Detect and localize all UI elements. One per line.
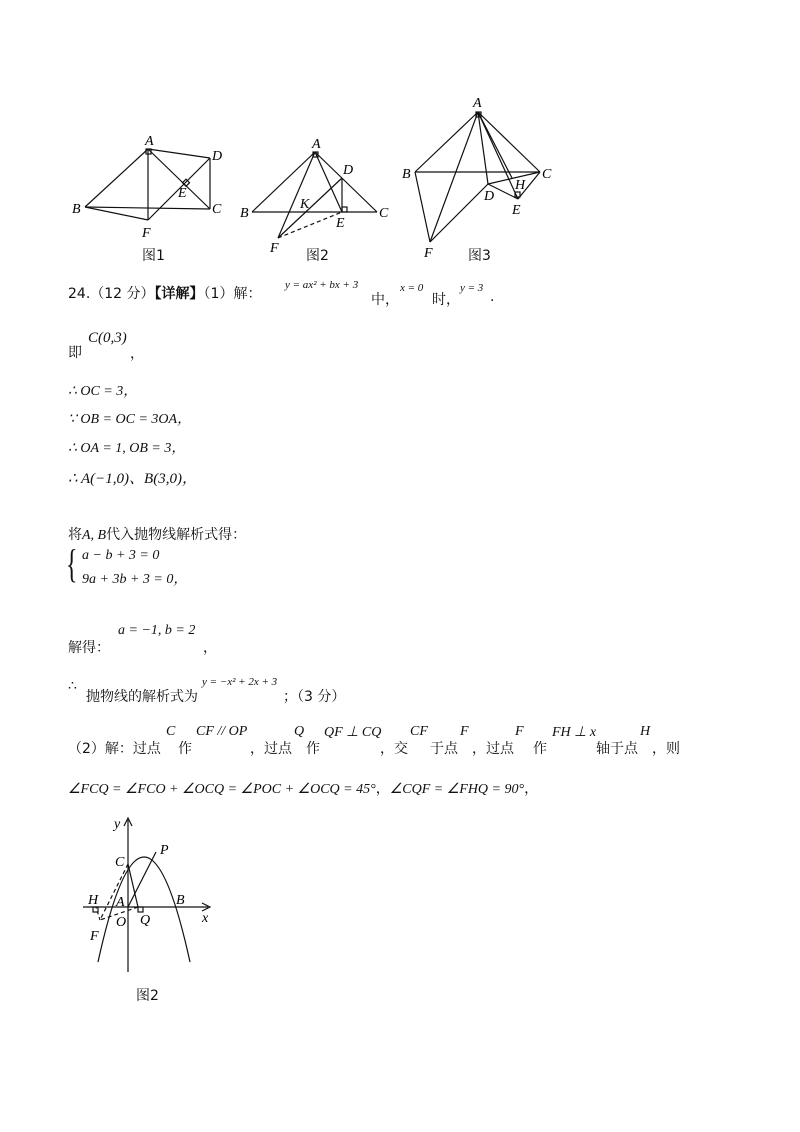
graph-right-angle-Q xyxy=(138,907,143,912)
fig1-label-B: B xyxy=(72,202,81,217)
fig1-line-BA xyxy=(85,149,148,207)
q24-analytic-text: 抛物线的解析式为 xyxy=(86,689,198,705)
q24-p2-fh: FH ⊥ x xyxy=(552,725,597,740)
fig3-line-AC xyxy=(478,112,540,172)
graph-label-x: x xyxy=(202,911,209,926)
fig3-line-AF xyxy=(430,112,478,242)
fig3-label-B: B xyxy=(402,167,411,182)
fig2-label-C: C xyxy=(379,206,389,221)
fig2-label-E: E xyxy=(336,216,345,231)
q24-angles-end: ， xyxy=(524,781,539,797)
fig3-label-D: D xyxy=(484,189,495,204)
fig2-label-D: D xyxy=(343,163,354,178)
fig3-label-E: E xyxy=(512,203,521,218)
q24-ji-text: 即 xyxy=(68,345,82,361)
q24-p2-h: 作 xyxy=(533,741,547,757)
fig2-line-FD xyxy=(278,178,342,238)
figure-2 xyxy=(232,130,402,255)
graph-label-P: P xyxy=(160,843,169,858)
fig1-label-D: D xyxy=(212,149,223,164)
fig1-label-E: E xyxy=(178,186,187,201)
graph-label-B: B xyxy=(176,893,185,908)
fig3-label-A: A xyxy=(473,96,482,111)
fig3-line-BF xyxy=(415,172,430,242)
q24-p2-CF: CF xyxy=(410,724,428,739)
fig1-line-BF xyxy=(85,207,148,220)
fig3-label-C: C xyxy=(542,167,552,182)
fig2-right-angle-E xyxy=(342,207,347,212)
q24-line-ob: ∵ OB = OC = 3OA， xyxy=(68,412,192,427)
graph-parabola xyxy=(98,857,190,962)
graph-line-CQ xyxy=(128,864,138,907)
q24-tag: 【详解】 xyxy=(154,286,204,302)
fig3-caption: 图3 xyxy=(468,248,491,264)
q24-comma-1: ， xyxy=(130,346,144,362)
graph-figure-2 xyxy=(78,812,238,982)
q24-angles-2: ∠CQF = ∠FHQ = 90° xyxy=(389,782,525,797)
q24-part1-label: （1）解： xyxy=(203,286,262,302)
q24-sub-pre: 将 xyxy=(68,527,82,543)
fig3-line-BA xyxy=(415,112,478,172)
fig2-label-F: F xyxy=(270,241,279,256)
q24-p2-a: （2）解：过点 xyxy=(68,741,161,757)
q24-system-eq2: 9a + 3b + 3 = 0， xyxy=(82,572,188,587)
q24-in-text: 中， xyxy=(371,292,399,308)
q24-p2-e: ，交 xyxy=(380,741,408,757)
q24-solve-pre: 解得： xyxy=(68,640,110,656)
fig1-line-AD xyxy=(148,149,210,158)
figure-1 xyxy=(60,125,240,250)
q24-solve-values: a = −1, b = 2 xyxy=(118,623,196,638)
q24-when-text: 时， xyxy=(432,292,460,308)
graph-label-C: C xyxy=(115,855,125,870)
q24-p2-C: C xyxy=(166,724,176,739)
graph-label-Q: Q xyxy=(140,913,151,928)
q24-sub-post: 代入抛物线解析式得： xyxy=(106,527,247,543)
fig3-label-F: F xyxy=(424,246,433,261)
fig2-line-AC xyxy=(315,152,377,212)
q24-p2-f: 于点 xyxy=(430,741,458,757)
fig1-caption: 图1 xyxy=(142,248,165,264)
fig1-label-F: F xyxy=(142,226,151,241)
q24-p2-i: 轴于点 xyxy=(596,741,638,757)
q24-eq-y3: y = 3 xyxy=(460,282,484,294)
q24-header-line xyxy=(68,283,261,303)
graph-label-A: A xyxy=(116,895,125,910)
fig2-label-A: A xyxy=(312,137,321,152)
q24-line-points: ∴ A(−1,0)、B(3,0)， xyxy=(68,471,197,487)
q24-solve-post: ， xyxy=(203,640,217,656)
fig1-label-A: A xyxy=(145,134,154,149)
q24-system-eq1: a − b + 3 = 0 xyxy=(82,548,160,563)
fig3-label-H: H xyxy=(515,178,526,193)
q24-p2-g: ，过点 xyxy=(472,741,514,757)
q24-therefore: ∴ xyxy=(68,679,77,694)
q24-p2-c: ，过点 xyxy=(250,741,292,757)
fig2-line-AF xyxy=(278,152,315,238)
fig2-caption: 图2 xyxy=(306,248,329,264)
q24-p2-qf: QF ⊥ CQ xyxy=(324,725,382,740)
q24-final-equation: y = −x² + 2x + 3 xyxy=(202,676,278,688)
fig1-label-C: C xyxy=(212,202,222,217)
q24-line-oa: ∴ OA = 1, OB = 3， xyxy=(68,441,186,456)
q24-eq-x0: x = 0 xyxy=(400,282,424,294)
q24-line-oc: ∴ OC = 3， xyxy=(68,384,138,399)
q24-system-brace: { xyxy=(66,541,78,586)
q24-p2-j: ，则 xyxy=(652,741,680,757)
q24-sub-ab: A, B xyxy=(82,528,107,543)
q24-p2-F2: F xyxy=(515,724,524,739)
fig2-label-K: K xyxy=(300,197,310,212)
q24-angles-line xyxy=(68,778,538,798)
graph-caption: 图2 xyxy=(136,988,159,1004)
q24-angles-sep: ， xyxy=(375,781,390,797)
q24-period: . xyxy=(490,289,495,305)
q24-number: 24.（12 分） xyxy=(68,286,155,302)
graph-label-O: O xyxy=(116,915,127,930)
q24-p2-H: H xyxy=(640,724,651,739)
q24-p2-F: F xyxy=(460,724,469,739)
q24-p2-Q: Q xyxy=(294,724,305,739)
fig2-label-B: B xyxy=(240,206,249,221)
graph-label-F: F xyxy=(90,929,99,944)
graph-label-y: y xyxy=(114,817,121,832)
q24-p2-d: 作 xyxy=(306,741,320,757)
q24-substitute-line xyxy=(68,524,246,544)
q24-p2-cf: CF // OP xyxy=(196,724,248,739)
fig3-line-FD xyxy=(430,184,488,242)
q24-score: ；（3 分） xyxy=(283,689,346,705)
graph-label-H: H xyxy=(88,893,99,908)
q24-p2-b: 作 xyxy=(178,741,192,757)
q24-angles-1: ∠FCQ = ∠FCO + ∠OCQ = ∠POC + ∠OCQ = 45° xyxy=(68,782,376,797)
q24-eq-quadratic: y = ax² + bx + 3 xyxy=(285,279,359,291)
q24-point-C: C(0,3) xyxy=(88,330,127,346)
